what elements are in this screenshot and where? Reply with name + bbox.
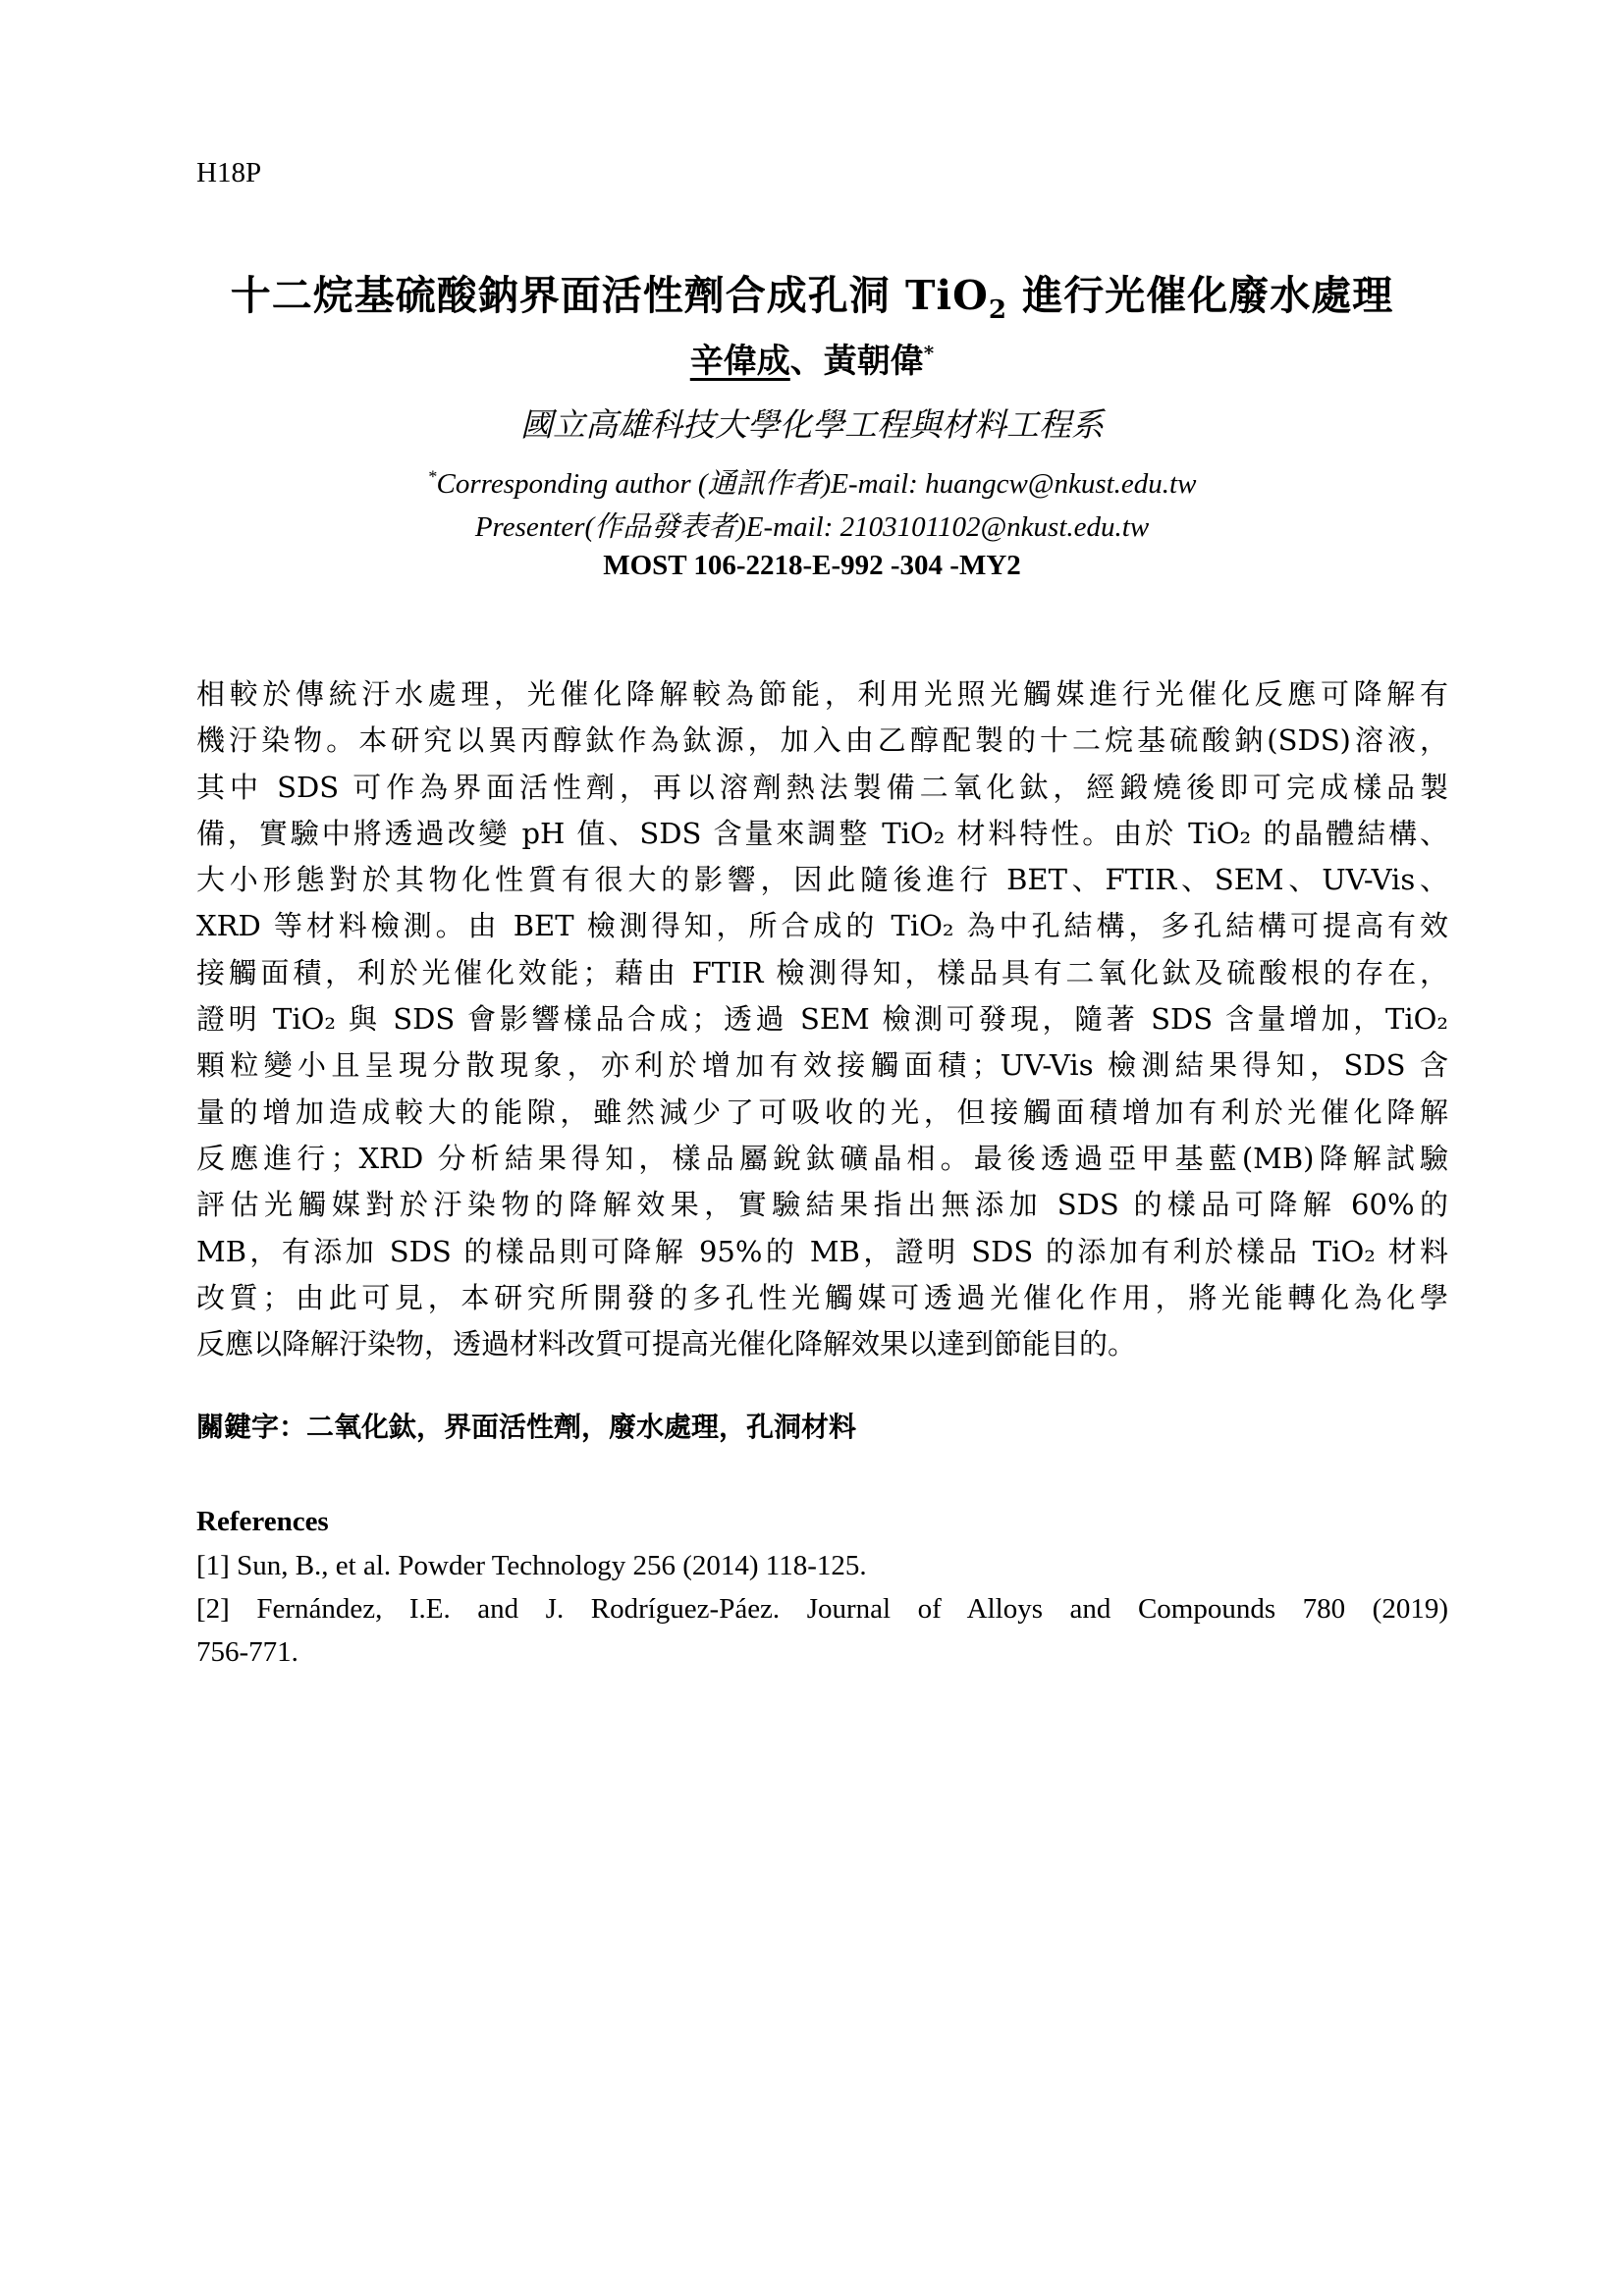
reference-item-continued: 756-771. bbox=[196, 1636, 298, 1668]
contact-text: Corresponding author (通訊作者)E-mail: huangcw@nkust.edu.tw bbox=[436, 468, 1197, 500]
grant-number: MOST 106-2218-E-992 -304 -MY2 bbox=[603, 550, 1021, 581]
references bbox=[196, 1499, 1448, 1674]
affiliation: 國立高雄科技大學化學工程與材料工程系 bbox=[520, 405, 1104, 444]
reference-item: [1] Sun, B., et al. Powder Technology 256 (2014) 118-125. bbox=[196, 1550, 867, 1581]
author-corresponding: 黃朝偉 bbox=[823, 342, 924, 381]
paper-title bbox=[0, 263, 1624, 325]
corresponding-contact bbox=[0, 461, 1624, 502]
abstract-line: MB，有添加 SDS 的樣品則可降解 95%的 MB，證明 SDS 的添加有利於樣品 TiO₂ 材料 bbox=[196, 1234, 1448, 1268]
title-subscript: 2 bbox=[988, 295, 1007, 326]
author-list bbox=[0, 334, 1624, 382]
abstract-line: 反應進行；XRD 分析結果得知，樣品屬銳鈦礦晶相。最後透過亞甲基藍(MB)降解試驗 bbox=[196, 1141, 1448, 1175]
reference-item: [2] Fernández, I.E. and J. Rodríguez-Páez. Journal of Alloys and Compounds 780 (2019) bbox=[196, 1593, 1448, 1625]
abstract-line: 機汙染物。本研究以異丙醇鈦作為鈦源，加入由乙醇配製的十二烷基硫酸鈉(SDS)溶液， bbox=[196, 723, 1448, 758]
abstract-line: 相較於傳統汙水處理，光催化降解較為節能，利用光照光觸媒進行光催化反應可降解有 bbox=[196, 677, 1448, 711]
title-text-end: 進行光催化廢水處理 bbox=[1006, 272, 1394, 319]
contact-mark: * bbox=[427, 466, 437, 487]
corresponding-mark: * bbox=[923, 341, 935, 365]
paper-code: H18P bbox=[196, 157, 262, 188]
abstract-line: 評估光觸媒對於汙染物的降解效果，實驗結果指出無添加 SDS 的樣品可降解 60%的 bbox=[196, 1188, 1448, 1222]
abstract-line: XRD 等材料檢測。由 BET 檢測得知，所合成的 TiO₂ 為中孔結構，多孔結構可提高有效 bbox=[196, 909, 1448, 943]
abstract-line: 反應以降解汙染物，透過材料改質可提高光催化降解效果以達到節能目的。 bbox=[196, 1327, 1137, 1362]
abstract-line: 大小形態對於其物化性質有很大的影響，因此隨後進行 BET、FTIR、SEM、UV-Vis、 bbox=[196, 863, 1448, 897]
abstract-line: 顆粒變小且呈現分散現象，亦利於增加有效接觸面積；UV-Vis 檢測結果得知，SDS 含 bbox=[196, 1048, 1448, 1083]
presenter-contact: Presenter(作品發表者)E-mail: 2103101102@nkust.edu.tw bbox=[474, 511, 1150, 543]
abstract-line: 其中 SDS 可作為界面活性劑，再以溶劑熱法製備二氧化鈦，經鍛燒後即可完成樣品製 bbox=[196, 770, 1448, 804]
abstract bbox=[196, 671, 1448, 1367]
abstract-line: 改質；由此可見，本研究所開發的多孔性光觸媒可透過光催化作用，將光能轉化為化學 bbox=[196, 1280, 1448, 1314]
author-separator: 、 bbox=[789, 342, 824, 381]
abstract-line: 量的增加造成較大的能隙，雖然減少了可吸收的光，但接觸面積增加有利於光催化降解 bbox=[196, 1095, 1448, 1129]
author-presenter: 辛偉成 bbox=[689, 342, 790, 381]
abstract-line: 證明 TiO₂ 與 SDS 會影響樣品合成；透過 SEM 檢測可發現，隨著 SDS 含量增加，TiO₂ bbox=[196, 1002, 1448, 1037]
references-heading: References bbox=[196, 1506, 329, 1537]
keywords: 關鍵字：二氧化鈦，界面活性劑，廢水處理，孔洞材料 bbox=[196, 1411, 857, 1443]
abstract-line: 備，實驗中將透過改變 pH 值、SDS 含量來調整 TiO₂ 材料特性。由於 TiO₂ 的晶體結構、 bbox=[196, 816, 1448, 850]
title-text: 十二烷基硫酸鈉界面活性劑合成孔洞 TiO bbox=[230, 272, 989, 319]
abstract-line: 接觸面積，利於光催化效能；藉由 FTIR 檢測得知，樣品具有二氧化鈦及硫酸根的存在， bbox=[196, 955, 1448, 989]
